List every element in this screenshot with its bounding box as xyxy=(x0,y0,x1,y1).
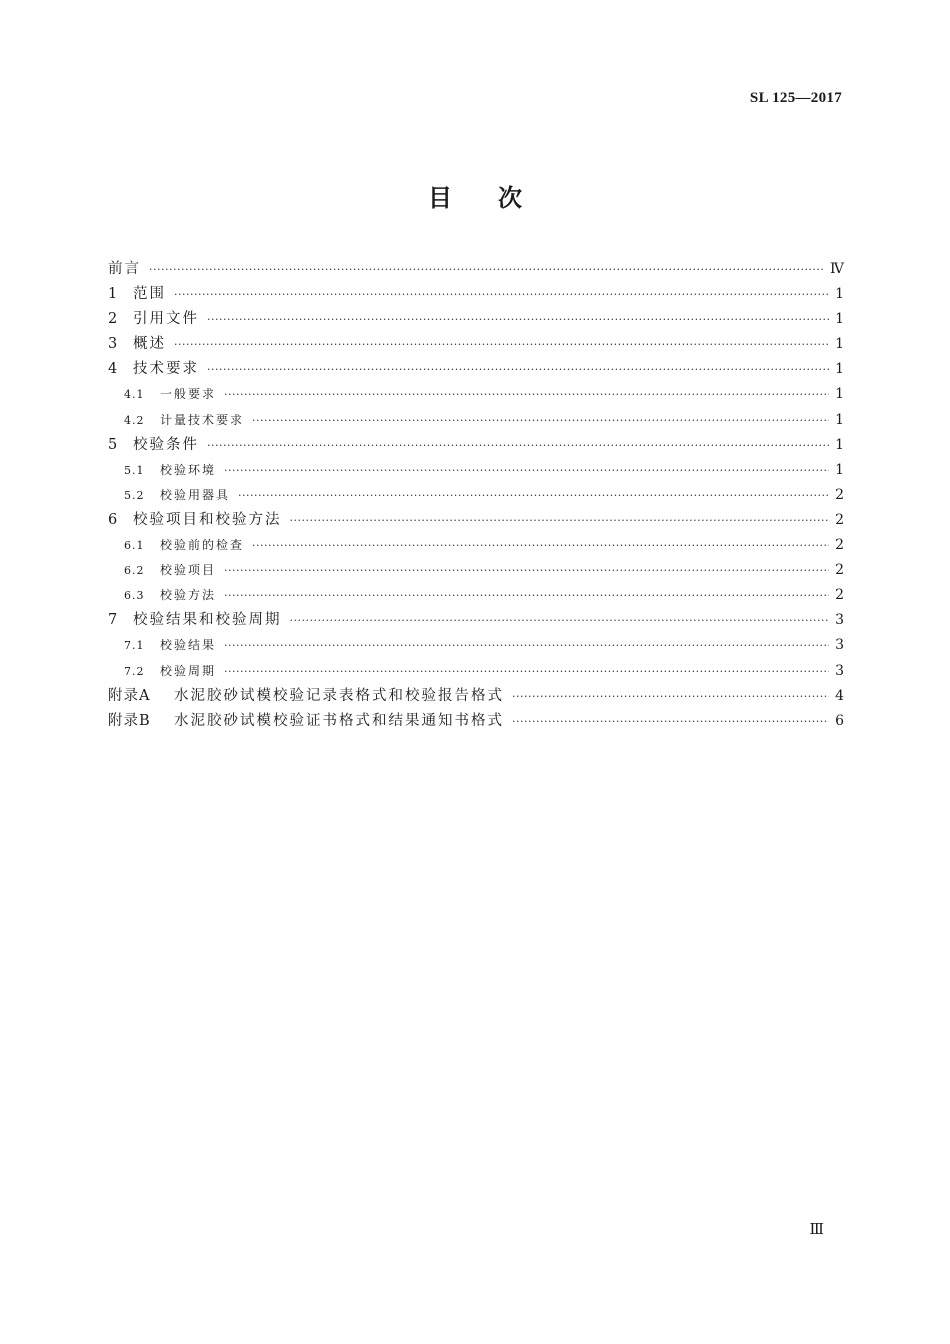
toc-entry-number: 6.2 xyxy=(124,564,145,578)
toc-entry-label: 概述 xyxy=(133,336,166,353)
toc-leader-dots xyxy=(224,659,829,684)
toc-leader-dots xyxy=(207,357,829,382)
toc-entry-label: 水泥胶砂试模校验证书格式和结果通知书格式 xyxy=(174,712,504,729)
toc-entry-page: 2 xyxy=(835,537,844,554)
toc-entry[interactable] xyxy=(108,558,844,583)
toc-entry-number: 1 xyxy=(108,286,119,303)
toc-entry[interactable] xyxy=(108,709,844,734)
toc-entry[interactable] xyxy=(108,533,844,558)
toc-entry-page: 2 xyxy=(835,486,844,503)
toc-leader-dots xyxy=(252,533,829,558)
toc-entry-page: 2 xyxy=(835,511,844,528)
toc-entry-label: 引用文件 xyxy=(133,311,199,328)
toc-entry[interactable] xyxy=(108,408,844,433)
toc-leader-dots xyxy=(174,282,829,307)
toc-entry-number: 3 xyxy=(108,336,119,353)
toc-leader-dots xyxy=(512,684,829,709)
toc-entry-number: 4.1 xyxy=(124,388,145,402)
toc-entry-number: 5 xyxy=(108,436,119,453)
toc-entry-number: 4.2 xyxy=(124,413,145,427)
toc-entry[interactable] xyxy=(108,633,844,658)
toc-entry[interactable] xyxy=(108,608,844,633)
toc-entry-label: 校验结果 xyxy=(160,638,217,653)
toc-entry-number: 附录A xyxy=(108,687,151,704)
toc-entry-page: 1 xyxy=(835,361,844,378)
toc-entry-label: 前言 xyxy=(108,261,141,277)
toc-entry-label: 校验项目 xyxy=(160,563,217,578)
toc-leader-dots xyxy=(224,583,829,608)
toc-entry-page: 1 xyxy=(835,411,844,428)
toc-leader-dots xyxy=(290,508,830,533)
toc-leader-dots xyxy=(207,307,829,332)
toc-entry-label: 范围 xyxy=(133,286,166,303)
toc-leader-dots xyxy=(207,433,829,458)
toc-entry-page: 1 xyxy=(835,386,844,403)
toc-entry[interactable] xyxy=(108,508,844,533)
toc-entry-number: 7 xyxy=(108,612,119,629)
toc-entry-page: 1 xyxy=(835,336,844,353)
toc-leader-dots xyxy=(224,382,829,407)
toc-entry[interactable] xyxy=(108,307,844,332)
toc-entry-page: 3 xyxy=(835,612,844,629)
toc-leader-dots xyxy=(252,408,829,433)
toc-entry-page: 1 xyxy=(835,436,844,453)
toc-entry-page: Ⅳ xyxy=(830,261,844,277)
document-code: SL 125—2017 xyxy=(749,90,842,106)
toc-entry-number: 7.2 xyxy=(124,664,145,678)
toc-entry-label: 校验条件 xyxy=(133,436,199,453)
toc-entry-number: 2 xyxy=(108,311,119,328)
toc-entry-page: 1 xyxy=(835,461,844,478)
toc-entry-label: 校验用器具 xyxy=(160,487,231,502)
toc-entry-number: 5.2 xyxy=(124,488,145,502)
toc-entry-number: 6.1 xyxy=(124,539,145,553)
toc-leader-dots xyxy=(224,558,829,583)
toc-entry[interactable] xyxy=(108,433,844,458)
toc-entry[interactable] xyxy=(108,684,844,709)
table-of-contents xyxy=(108,257,844,734)
toc-title: 目次 xyxy=(428,183,568,212)
toc-entry-number: 4 xyxy=(108,361,119,378)
toc-entry-number: 6.3 xyxy=(124,589,145,603)
toc-entry[interactable] xyxy=(108,357,844,382)
toc-entry[interactable] xyxy=(108,282,844,307)
toc-entry[interactable] xyxy=(108,382,844,407)
toc-entry-label: 计量技术要求 xyxy=(160,412,245,427)
toc-entry[interactable] xyxy=(108,483,844,508)
toc-leader-dots xyxy=(290,608,830,633)
toc-entry-label: 技术要求 xyxy=(133,361,199,378)
toc-entry-number: 附录B xyxy=(108,712,151,729)
toc-entry-label: 校验方法 xyxy=(160,588,217,603)
toc-entry-label: 校验前的检查 xyxy=(160,538,245,553)
toc-entry-number: 7.1 xyxy=(124,639,145,653)
toc-entry-number: 5.1 xyxy=(124,463,145,477)
toc-entry-page: 2 xyxy=(835,587,844,604)
toc-entry[interactable] xyxy=(108,659,844,684)
toc-leader-dots xyxy=(224,458,829,483)
toc-entry-page: 1 xyxy=(835,311,844,328)
toc-entry-label: 校验环境 xyxy=(160,462,217,477)
toc-entry-page: 6 xyxy=(835,712,844,729)
toc-leader-dots xyxy=(174,332,829,357)
toc-entry[interactable] xyxy=(108,257,844,282)
toc-entry-page: 4 xyxy=(835,687,844,704)
toc-entry-page: 2 xyxy=(835,562,844,579)
toc-entry[interactable] xyxy=(108,458,844,483)
toc-entry-number: 6 xyxy=(108,511,119,528)
toc-leader-dots xyxy=(238,483,829,508)
toc-entry[interactable] xyxy=(108,332,844,357)
toc-entry-page: 1 xyxy=(835,286,844,303)
toc-entry[interactable] xyxy=(108,583,844,608)
toc-entry-page: 3 xyxy=(835,662,844,679)
toc-leader-dots xyxy=(149,257,824,282)
toc-entry-label: 水泥胶砂试模校验记录表格式和校验报告格式 xyxy=(174,687,504,704)
toc-entry-page: 3 xyxy=(835,637,844,654)
page-number: Ⅲ xyxy=(809,1222,824,1238)
toc-leader-dots xyxy=(224,633,829,658)
toc-entry-label: 校验结果和校验周期 xyxy=(133,612,282,629)
toc-entry-label: 校验周期 xyxy=(160,663,217,678)
toc-entry-label: 一般要求 xyxy=(160,387,217,402)
toc-entry-label: 校验项目和校验方法 xyxy=(133,511,282,528)
toc-leader-dots xyxy=(512,709,829,734)
